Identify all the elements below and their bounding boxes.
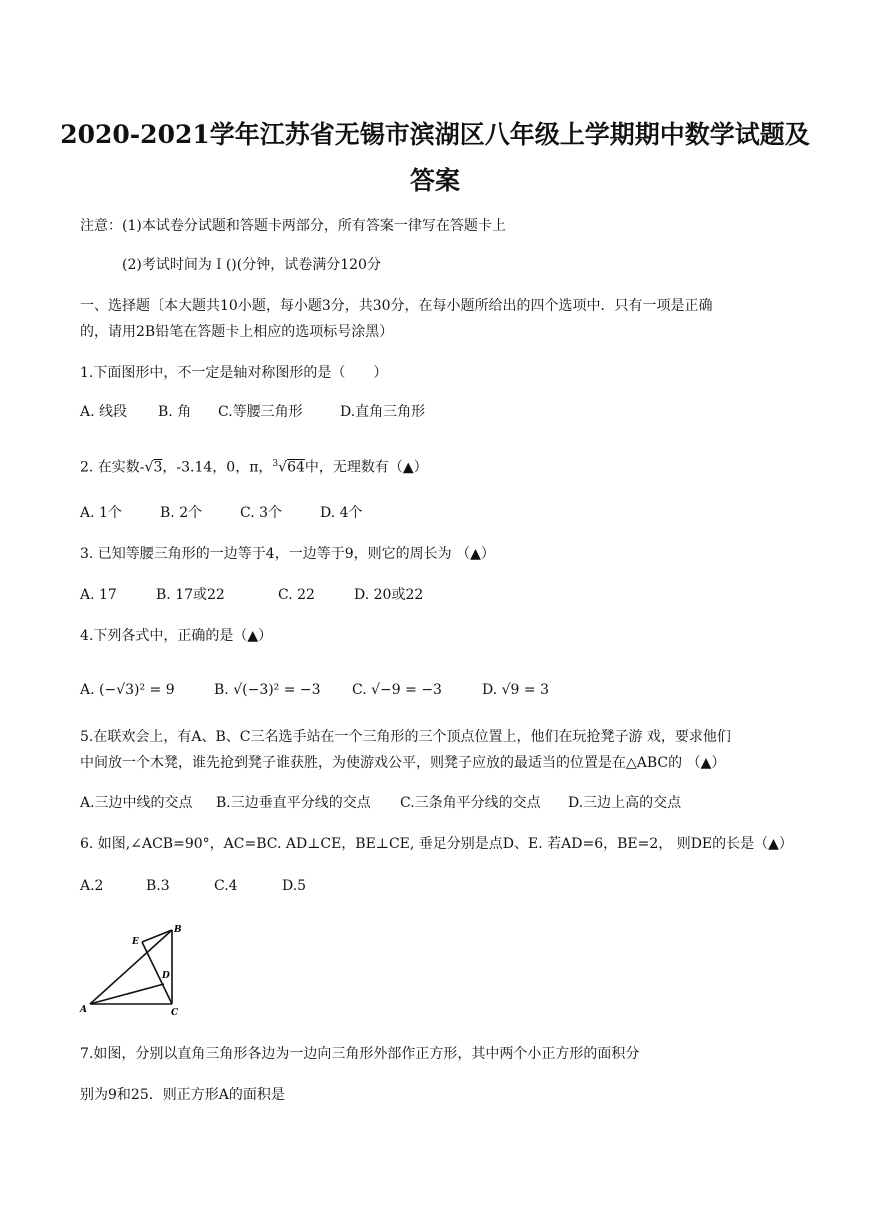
q5-option-a: A.三边中线的交点 — [80, 795, 193, 811]
q6-label-b: B — [174, 925, 182, 935]
q5-options — [80, 793, 681, 813]
section-1-line-1: 一、选择题〔本大题共10小题，每小题3分，共30分，在每小题所给出的四个选项中．只有一项是正确 — [80, 298, 713, 314]
q4-option-a-expr: (−√3)² = 9 — [99, 682, 175, 698]
q6-figure — [78, 920, 198, 1020]
q2-option-d: D. 4个 — [320, 505, 363, 521]
q4-stem: 4.下列各式中，正确的是（▲） — [80, 628, 273, 644]
q2-root-index: 3 — [272, 459, 279, 469]
q4-option-a — [80, 680, 214, 700]
q5-option-d: D.三边上高的交点 — [568, 795, 682, 811]
q2-stem-post: 中，无理数有（▲） — [304, 459, 428, 476]
q2-sqrt-value: 3 — [153, 459, 163, 476]
q1-options — [80, 402, 425, 422]
q3-option-d: D. 20或22 — [354, 587, 424, 603]
q1-stem: 1.下面图形中，不一定是轴对称图形的是（ ） — [80, 365, 388, 381]
q1-option-c: C.等腰三角形 — [218, 404, 303, 420]
q3-option-b: B. 17或22 — [156, 587, 225, 603]
q2-stem-pre: 2. 在实数- — [80, 459, 145, 476]
q7-line-1: 7.如图，分别以直角三角形各边为一边向三角形外部作正方形，其中两个小正方形的面积分 — [80, 1046, 640, 1062]
q5-option-b: B.三边垂直平分线的交点 — [216, 795, 371, 811]
q4-option-b-label: B. — [214, 682, 229, 698]
q4-option-c — [352, 680, 482, 700]
q5-line-2: 中间放一个木凳，谁先抢到凳子谁获胜，为使游戏公平，则凳子应放的最适当的位置是在△ABC的 （▲） — [80, 755, 726, 771]
q3-option-a: A. 17 — [80, 587, 117, 603]
q2-sqrt-sign: √ — [144, 459, 154, 476]
q3-options — [80, 585, 423, 605]
q6-label-d: D — [162, 971, 170, 981]
q2-cbrt-value: 64 — [287, 459, 305, 476]
q6-label-a: A — [80, 1005, 87, 1015]
q4-option-d — [482, 680, 549, 700]
q4-option-d-expr: √9 = 3 — [501, 682, 550, 698]
q2-option-c: C. 3个 — [240, 505, 283, 521]
q7-line-2: 别为9和25．则正方形A的面积是 — [80, 1087, 285, 1103]
q2-option-a: A. 1个 — [80, 505, 122, 521]
note-2: (2)考试时间为Ｉ()(分钟，试卷满分120分 — [122, 257, 381, 273]
q3-option-c: C. 22 — [278, 587, 315, 603]
q5-option-c: C.三条角平分线的交点 — [400, 795, 541, 811]
q6-option-a: A.2 — [80, 878, 104, 894]
q3-stem: 3. 已知等腰三角形的一边等于4，一边等于9，则它的周长为 （▲） — [80, 546, 495, 562]
q2-stem-mid: ，-3.14，0，π， — [162, 459, 273, 476]
page-title: 2020-2021学年江苏省无锡市滨湖区八年级上学期期中数学试题及答案 — [60, 120, 810, 195]
note-1: 注意：(1)本试卷分试题和答题卡两部分，所有答案一律写在答题卡上 — [80, 218, 506, 234]
q2-options — [80, 503, 363, 523]
q1-option-b: B. 角 — [158, 404, 192, 420]
q6-option-c: C.4 — [214, 878, 238, 894]
q4-option-d-label: D. — [482, 682, 498, 698]
q6-label-c: C — [171, 1008, 179, 1018]
q6-option-d: D.5 — [282, 878, 307, 894]
q6-stem: 6. 如图,∠ACB=90°，AC=BC. AD⊥CE，BE⊥CE, 垂足分别是点D、E. 若AD=6，BE=2， 则DE的长是（▲） — [80, 836, 793, 852]
q6-segment-be — [142, 930, 172, 942]
q4-option-b — [214, 680, 352, 700]
q4-option-b-expr: √(−3)² = −3 — [233, 682, 321, 698]
q1-option-d: D.直角三角形 — [340, 404, 426, 420]
section-1-line-2: 的，请用2B铅笔在答题卡上相应的选项标号涂黑） — [80, 324, 394, 340]
q4-option-c-label: C. — [352, 682, 367, 698]
q1-option-a: A. 线段 — [80, 404, 128, 420]
q5-line-1: 5.在联欢会上，有A、B、C三名选手站在一个三角形的三个顶点位置上，他们在玩抢凳子游 戏，要求他们 — [80, 729, 731, 745]
q2-cbrt-sign: √ — [278, 459, 288, 476]
q6-label-e: E — [132, 937, 139, 947]
q2-option-b: B. 2个 — [160, 505, 203, 521]
q4-option-c-expr: √−9 = −3 — [371, 682, 442, 698]
q6-options — [80, 876, 306, 896]
q6-option-b: B.3 — [146, 878, 170, 894]
q4-option-a-label: A. — [80, 682, 95, 698]
q4-options — [80, 680, 549, 700]
q2-stem — [80, 454, 428, 478]
